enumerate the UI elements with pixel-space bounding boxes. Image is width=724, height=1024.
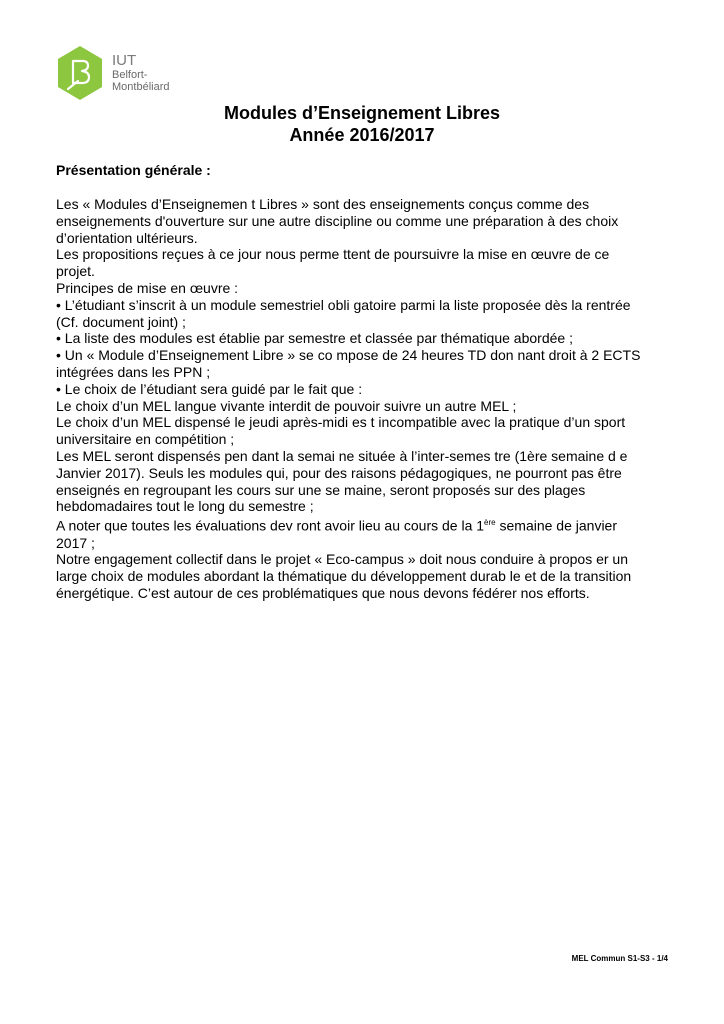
text-line: enseignements d'ouverture sur une autre discipline ou comme une préparation à des choix [56, 212, 619, 229]
text-line: 2017 ; [56, 534, 95, 551]
text-line: Les MEL seront dispensés pen dant la semai ne située à l’inter-semes tre (1ère semaine d e [56, 447, 628, 464]
text-line: • La liste des modules est établie par semestre et classée par thématique abordée ; [56, 330, 573, 347]
logo-iut: IUT [112, 52, 137, 69]
text-line: • L’étudiant s’inscrit à un module semestriel obli gatoire parmi la liste proposée dès la rentrée [56, 296, 631, 313]
text-line: projet. [56, 263, 95, 280]
document-title [0, 102, 724, 146]
logo-belfort: Belfort- [112, 69, 148, 81]
iut-logo [56, 44, 176, 102]
title-line-1: Modules d’Enseignement Libres [223, 103, 501, 123]
logo-text [112, 53, 169, 93]
iut-hexagon-logo-icon [56, 45, 104, 101]
page-footer: MEL Commun S1-S3 - 1/4 [571, 954, 668, 963]
text-line: énergétique. C’est autour de ces problématiques que nous devons fédérer nos efforts. [56, 584, 590, 601]
note-line [56, 515, 676, 534]
text-line: enseignés en regroupant les cours sur une se maine, seront proposés sur des plages [56, 481, 586, 498]
note-superscript: ère [484, 518, 496, 528]
text-line: (Cf. document joint) ; [56, 313, 186, 330]
section-heading: Présentation générale : [56, 162, 211, 178]
note-after: semaine de janvier [495, 517, 618, 534]
title-line-2: Année 2016/2017 [289, 125, 435, 145]
text-line: Les propositions reçues à ce jour nous perme ttent de poursuivre la mise en œuvre de ce [56, 246, 610, 263]
text-line: Principes de mise en œuvre : [56, 279, 239, 296]
logo-montbeliard: Montbéliard [112, 81, 170, 93]
text-line: intégrées dans les PPN ; [56, 363, 211, 380]
text-line: d’orientation ultérieurs. [56, 229, 198, 246]
body-text [56, 196, 676, 602]
text-line: universitaire en compétition ; [56, 431, 235, 448]
text-line: Notre engagement collectif dans le projet « Eco-campus » doit nous conduire à propos er un [56, 551, 629, 568]
note-before: A noter que toutes les évaluations dev ront avoir lieu au cours de la 1 [56, 517, 485, 534]
text-line: Les « Modules d’Enseignemen t Libres » sont des enseignements conçus comme des [56, 196, 590, 212]
text-line: large choix de modules abordant la thématique du développement durab le et de la transition [56, 568, 632, 585]
text-line: • Le choix de l’étudiant sera guidé par le fait que : [56, 380, 363, 397]
text-line: Le choix d’un MEL dispensé le jeudi après-midi es t incompatible avec la pratique d’un sport [56, 414, 626, 431]
text-line: Janvier 2017). Seuls les modules qui, pour des raisons pédagogiques, ne pourront pas être [56, 464, 622, 481]
text-line: Le choix d’un MEL langue vivante interdit de pouvoir suivre un autre MEL ; [56, 397, 517, 414]
text-line: • Un « Module d’Enseignement Libre » se co mpose de 24 heures TD don nant droit à 2 ECTS [56, 347, 641, 364]
text-line: hebdomadaires tout le long du semestre ; [56, 498, 314, 515]
